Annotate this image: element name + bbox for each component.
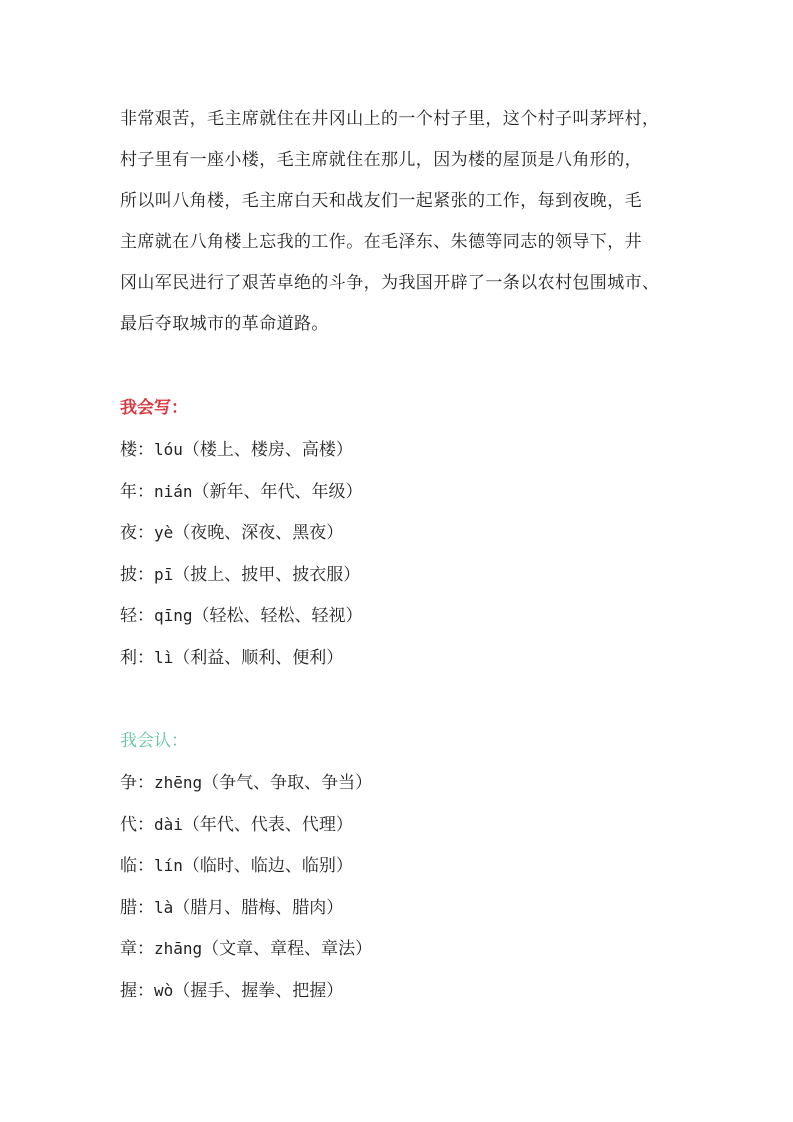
vocab-pinyin: lì xyxy=(154,648,174,667)
vocab-item xyxy=(120,564,360,586)
vocab-item xyxy=(120,481,363,503)
vocab-words: （握手、握拳、把握） xyxy=(173,981,344,1001)
vocab-words: （轻松、轻松、轻视） xyxy=(192,606,363,627)
vocab-words: （夜晚、深夜、黑夜） xyxy=(173,523,344,544)
paragraph-line: 所以叫八角楼，毛主席白天和战友们一起紧张的工作，每到夜晚，毛 xyxy=(120,191,642,211)
vocab-pinyin: lóu xyxy=(154,440,183,459)
vocab-item xyxy=(120,647,343,669)
vocab-item xyxy=(120,814,353,836)
vocab-item xyxy=(120,897,343,919)
vocab-words: （披上、披甲、披衣服） xyxy=(173,564,361,585)
vocab-char: 夜： xyxy=(120,523,154,544)
vocab-char: 争： xyxy=(120,773,154,793)
vocab-char: 腊： xyxy=(120,897,154,918)
vocab-pinyin: dài xyxy=(154,814,183,834)
paragraph-line: 主席就在八角楼上忘我的工作。在毛泽东、朱德等同志的领导下，井 xyxy=(120,232,642,252)
vocab-char: 临： xyxy=(120,856,154,877)
vocab-char: 利： xyxy=(120,648,154,668)
vocab-item xyxy=(120,439,353,461)
vocab-item xyxy=(120,605,363,627)
vocab-words: （临时、临边、临别） xyxy=(182,856,353,877)
vocab-pinyin: lín xyxy=(154,856,183,876)
vocab-item xyxy=(120,522,343,544)
vocab-words: （年代、代表、代理） xyxy=(182,814,353,835)
vocab-item xyxy=(120,855,353,877)
read-heading: 我会认： xyxy=(120,731,188,751)
vocab-pinyin: nián xyxy=(154,481,193,501)
vocab-char: 章： xyxy=(120,939,154,960)
vocab-item xyxy=(120,938,372,960)
vocab-words: （腊月、腊梅、腊肉） xyxy=(173,897,344,918)
vocab-char: 握： xyxy=(120,981,154,1001)
vocab-item xyxy=(120,980,343,1002)
vocab-words: （新年、年代、年级） xyxy=(192,481,363,502)
vocab-pinyin: pī xyxy=(154,564,174,584)
vocab-char: 轻： xyxy=(120,606,154,627)
vocab-pinyin: yè xyxy=(154,523,174,543)
vocab-item xyxy=(120,772,372,794)
write-heading: 我会写： xyxy=(120,398,188,418)
paragraph-line: 村子里有一座小楼，毛主席就住在那儿，因为楼的屋顶是八角形的， xyxy=(120,150,642,170)
vocab-char: 代： xyxy=(120,814,154,835)
vocab-char: 年： xyxy=(120,481,154,502)
vocab-pinyin: zhēng xyxy=(154,773,203,792)
paragraph-line: 非常艰苦，毛主席就住在井冈山上的一个村子里，这个村子叫茅坪村， xyxy=(120,109,660,129)
vocab-pinyin: qīng xyxy=(154,606,193,626)
vocab-pinyin: zhāng xyxy=(154,939,203,959)
vocab-words: （楼上、楼房、高楼） xyxy=(182,440,353,460)
vocab-words: （文章、章程、章法） xyxy=(202,939,373,960)
vocab-words: （利益、顺利、便利） xyxy=(173,648,344,668)
paragraph-line: 冈山军民进行了艰苦卓绝的斗争，为我国开辟了一条以农村包围城市、 xyxy=(120,273,660,293)
vocab-char: 楼： xyxy=(120,440,154,460)
vocab-words: （争气、争取、争当） xyxy=(202,773,373,793)
vocab-pinyin: wò xyxy=(154,981,174,1000)
vocab-char: 披： xyxy=(120,564,154,585)
paragraph-line: 最后夺取城市的革命道路。 xyxy=(120,314,329,334)
vocab-pinyin: là xyxy=(154,897,174,917)
